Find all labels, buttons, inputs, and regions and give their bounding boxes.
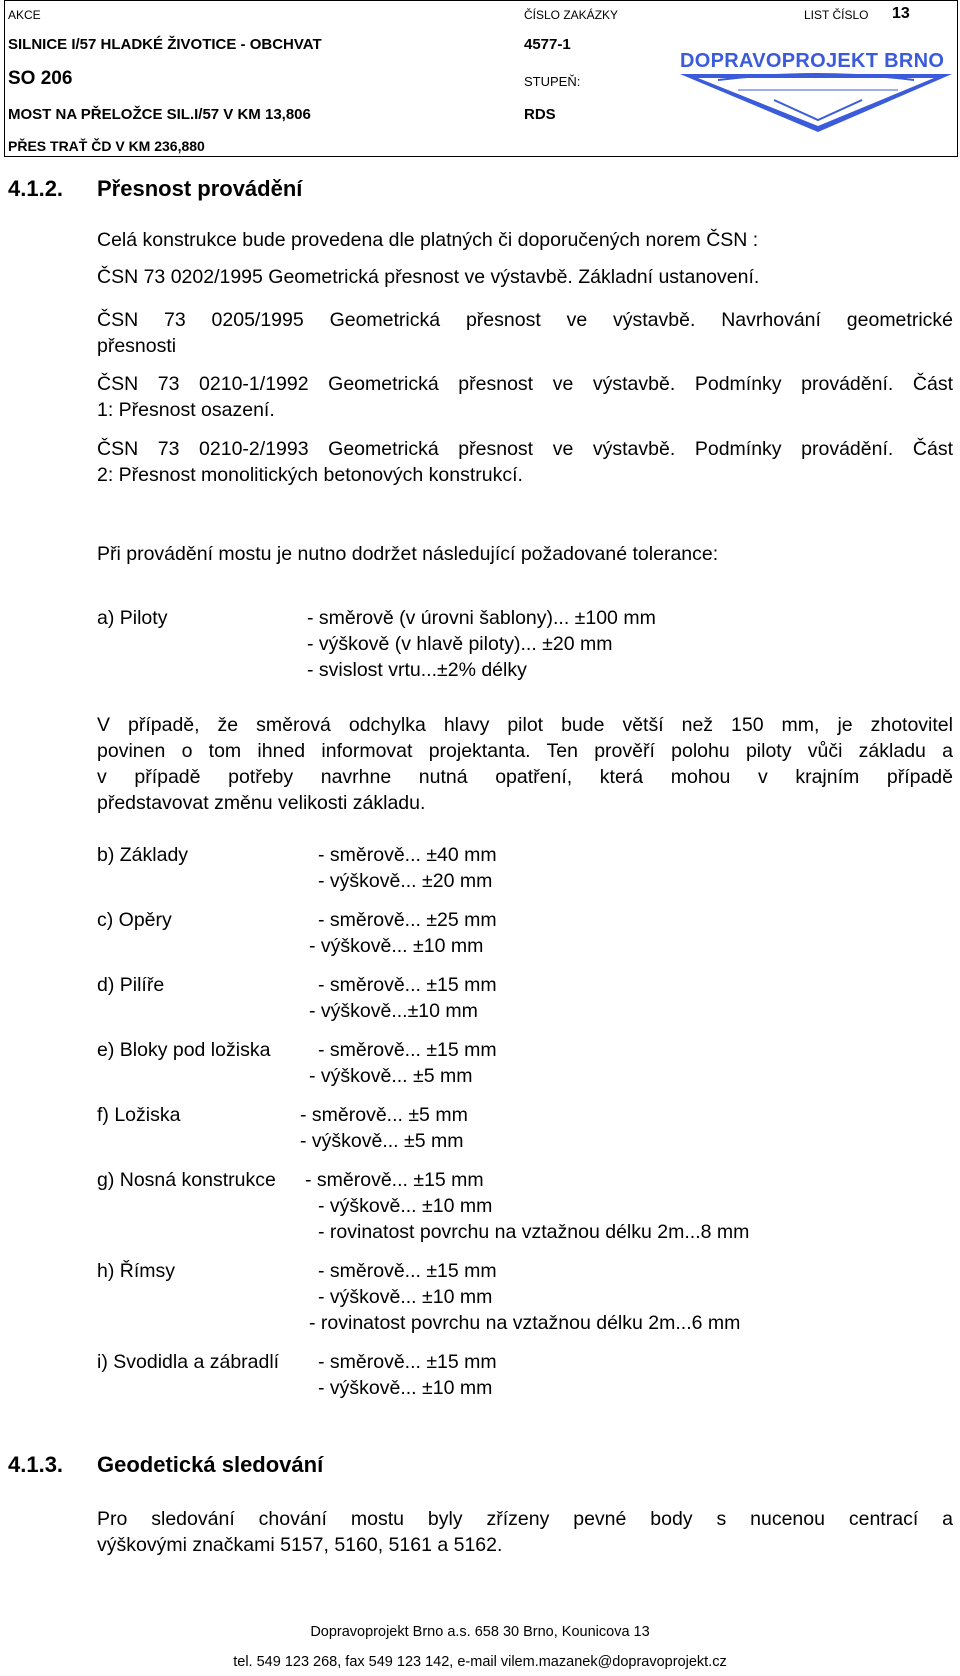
tolerance-row: - výškově... ±10 mm xyxy=(318,1377,493,1399)
zakazka-number: 4577-1 xyxy=(524,36,571,53)
section-number-413: 4.1.3. xyxy=(8,1452,64,1477)
paragraph-line: výškovými značkami 5157, 5160, 5161 a 5162. xyxy=(97,1534,503,1556)
paragraph-line: v případě potřeby navrhne nutná opatření, která mohou v krajním případě xyxy=(97,766,953,788)
norm-line: 2: Přesnost monolitických betonových konstrukcí. xyxy=(97,464,523,486)
header-line-2: SO 206 xyxy=(8,68,73,89)
tolerance-row: - směrově... ±15 mm xyxy=(318,1260,497,1282)
stupen-value: RDS xyxy=(524,106,556,123)
tolerance-row: - směrově... ±40 mm xyxy=(318,844,497,866)
tolerance-intro: Při provádění mostu je nutno dodržet následující požadované tolerance: xyxy=(97,543,719,565)
norm-line: ČSN 73 0210-1/1992 Geometrická přesnost ve výstavbě. Podmínky provádění. Část xyxy=(97,373,953,395)
cislo-zakazky-label: ČÍSLO ZAKÁZKY xyxy=(524,8,619,22)
tolerance-row: - směrově... ±15 mm xyxy=(318,1351,497,1373)
norm-line: 1: Přesnost osazení. xyxy=(97,399,275,421)
tolerance-group-label: e) Bloky pod ložiska xyxy=(97,1039,271,1061)
tolerance-row: - výškově... ±10 mm xyxy=(309,935,484,957)
tolerance-group-label: b) Základy xyxy=(97,844,189,866)
tolerance-group-label: h) Římsy xyxy=(97,1260,175,1282)
list-number: 13 xyxy=(892,5,910,22)
header-line-1: SILNICE I/57 HLADKÉ ŽIVOTICE - OBCHVAT xyxy=(8,36,322,53)
tolerance-group-label: c) Opěry xyxy=(97,909,172,931)
norms-intro: Celá konstrukce bude provedena dle platných či doporučených norem ČSN : xyxy=(97,229,759,251)
tolerance-row: - výškově... ±20 mm xyxy=(318,870,493,892)
section-title-413: Geodetická sledování xyxy=(97,1452,324,1477)
tolerance-row: - směrově (v úrovni šablony)... ±100 mm xyxy=(307,607,656,629)
tolerance-row: - výškově... ±5 mm xyxy=(300,1130,464,1152)
tolerance-row: - směrově... ±15 mm xyxy=(318,1039,497,1061)
footer-address: Dopravoprojekt Brno a.s. 658 30 Brno, Kounicova 13 xyxy=(310,1624,650,1640)
footer-contact: tel. 549 123 268, fax 549 123 142, e-mail vilem.mazanek@dopravoprojekt.cz xyxy=(233,1654,727,1670)
tolerance-row: - směrově... ±15 mm xyxy=(318,974,497,996)
section-number-412: 4.1.2. xyxy=(8,176,64,201)
paragraph-line: povinen o tom ihned informovat projektanta. Ten prověří polohu piloty vůči základu a xyxy=(97,740,953,762)
tolerance-group-label: d) Pilíře xyxy=(97,974,165,996)
stupen-label: STUPEŇ: xyxy=(524,74,581,89)
paragraph-line: Pro sledování chování mostu byly zřízeny pevné body s nucenou centrací a xyxy=(97,1508,953,1530)
norm-line: ČSN 73 0205/1995 Geometrická přesnost ve výstavbě. Navrhování geometrické xyxy=(97,309,953,331)
section-title-412: Přesnost provádění xyxy=(97,176,303,201)
tolerance-group-label: f) Ložiska xyxy=(97,1104,181,1126)
paragraph-line: představovat změnu velikosti základu. xyxy=(97,792,426,814)
company-logo xyxy=(678,70,954,136)
header-line-4: PŘES TRAŤ ČD V KM 236,880 xyxy=(8,138,205,154)
tolerance-row: - svislost vrtu...±2% délky xyxy=(307,659,527,681)
tolerance-row: - výškově... ±5 mm xyxy=(309,1065,473,1087)
list-cislo-label: LIST ČÍSLO xyxy=(804,8,869,22)
tolerance-row: - směrově... ±25 mm xyxy=(318,909,497,931)
tolerance-row: - rovinatost povrchu na vztažnou délku 2m...8 mm xyxy=(318,1221,750,1243)
tolerance-row: - rovinatost povrchu na vztažnou délku 2m...6 mm xyxy=(309,1312,741,1334)
tolerance-row: - výškově...±10 mm xyxy=(309,1000,478,1022)
tolerance-row: - směrově... ±5 mm xyxy=(300,1104,468,1126)
tolerance-row: - výškově... ±10 mm xyxy=(318,1195,493,1217)
tolerance-row: - výškově... ±10 mm xyxy=(318,1286,493,1308)
header-line-3: MOST NA PŘELOŽCE SIL.I/57 V KM 13,806 xyxy=(8,106,311,123)
tolerance-group-label: g) Nosná konstrukce xyxy=(97,1169,276,1191)
tolerance-group-label: a) Piloty xyxy=(97,607,168,629)
tolerance-group-label: i) Svodidla a zábradlí xyxy=(97,1351,280,1373)
akce-label: AKCE xyxy=(8,8,41,22)
norm-line: přesnosti xyxy=(97,335,177,357)
norm-line: ČSN 73 0210-2/1993 Geometrická přesnost ve výstavbě. Podmínky provádění. Část xyxy=(97,438,953,460)
norm-line: ČSN 73 0202/1995 Geometrická přesnost ve výstavbě. Základní ustanovení. xyxy=(97,266,760,288)
paragraph-line: V případě, že směrová odchylka hlavy pilot bude větší než 150 mm, je zhotovitel xyxy=(97,714,953,736)
tolerance-row: - směrově... ±15 mm xyxy=(305,1169,484,1191)
company-logo-text: DOPRAVOPROJEKT BRNO xyxy=(680,50,945,72)
tolerance-row: - výškově (v hlavě piloty)... ±20 mm xyxy=(307,633,613,655)
